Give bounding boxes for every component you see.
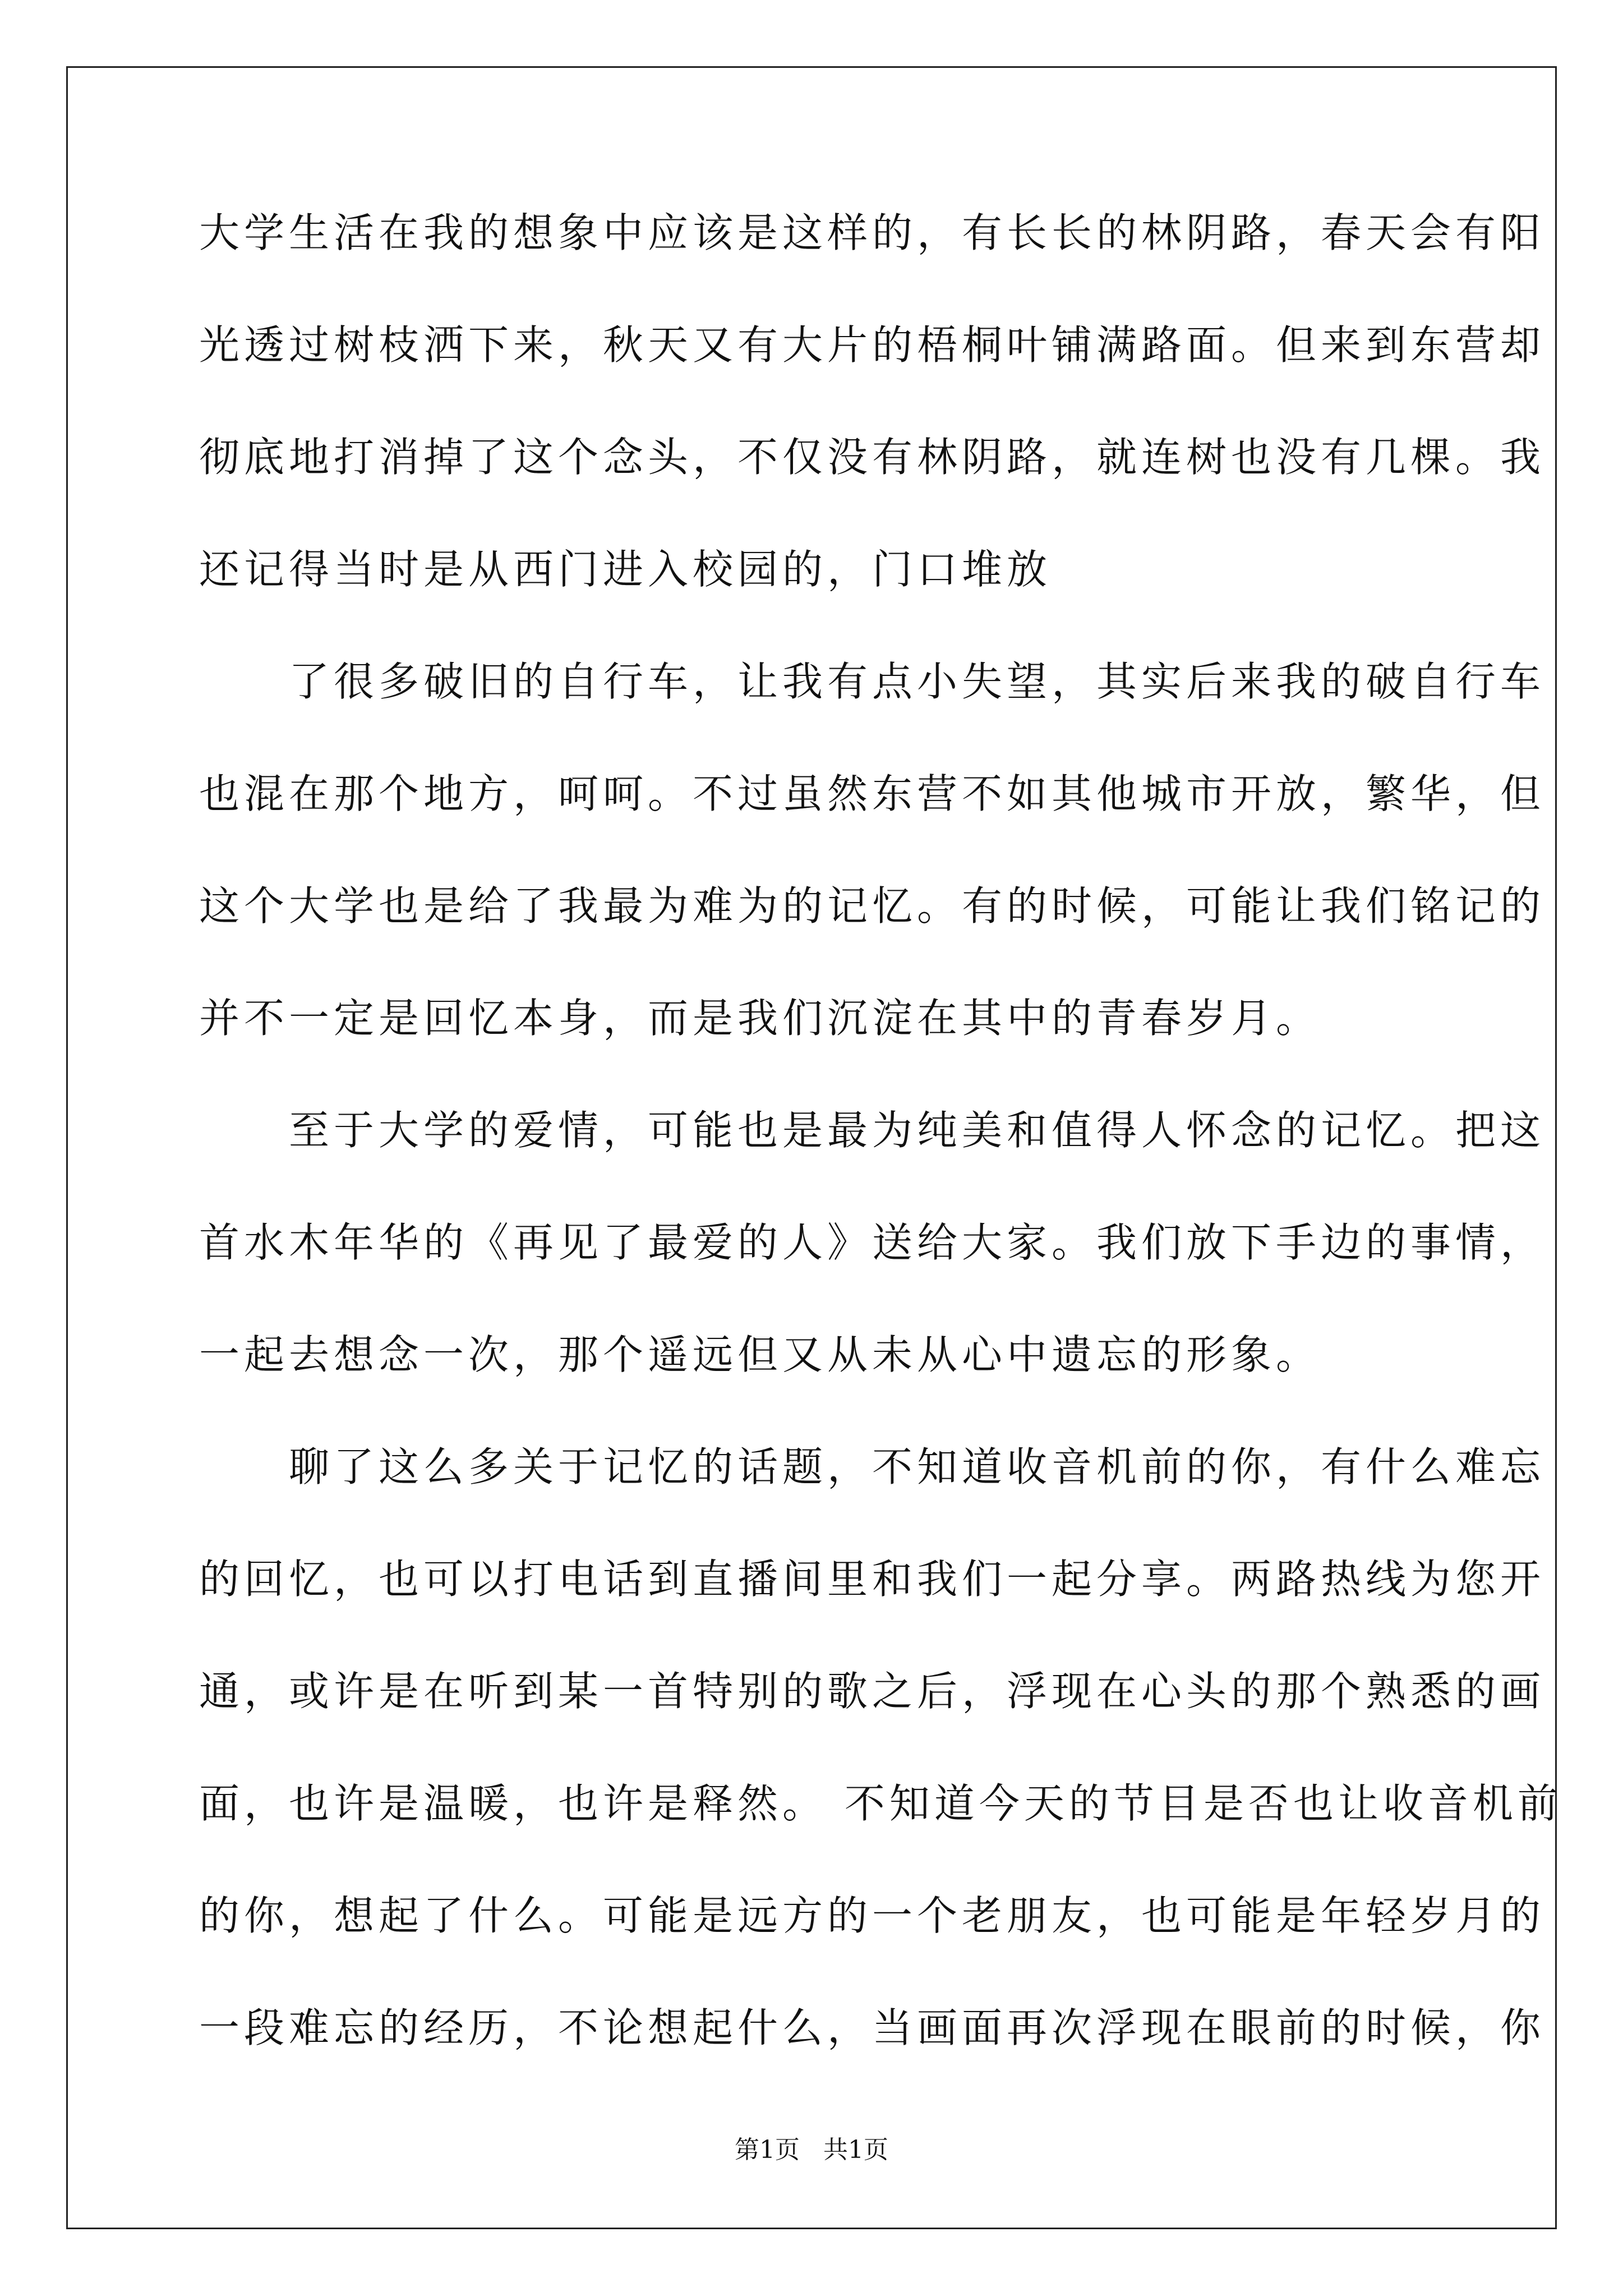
text-line: 至于大学的爱情，可能也是最为纯美和值得人怀念的记忆。把这 bbox=[199, 1107, 1546, 1154]
text-line: 彻底地打消掉了这个念头，不仅没有林阴路，就连树也没有几棵。我 bbox=[199, 434, 1546, 481]
text-line: 这个大学也是给了我最为难为的记忆。有的时候，可能让我们铭记的 bbox=[199, 882, 1546, 930]
text-line: 也混在那个地方，呵呵。不过虽然东营不如其他城市开放，繁华，但 bbox=[199, 770, 1546, 817]
text-line: 还记得当时是从西门进入校园的，门口堆放 bbox=[199, 546, 1052, 593]
text-line: 的回忆，也可以打电话到直播间里和我们一起分享。两路热线为您开 bbox=[199, 1556, 1546, 1603]
text-line: 通，或许是在听到某一首特别的歌之后，浮现在心头的那个熟悉的画 bbox=[199, 1668, 1546, 1715]
text-line: 大学生活在我的想象中应该是这样的，有长长的林阴路，春天会有阳 bbox=[199, 209, 1546, 256]
text-line: 了很多破旧的自行车，让我有点小失望，其实后来我的破自行车 bbox=[199, 658, 1546, 705]
page-number-footer: 第1页 共1页 bbox=[735, 2136, 888, 2164]
text-line: 首水木年华的《再见了最爱的人》送给大家。我们放下手边的事情， bbox=[199, 1219, 1546, 1266]
text-line: 聊了这么多关于记忆的话题，不知道收音机前的你，有什么难忘 bbox=[199, 1443, 1546, 1490]
text-line: 一段难忘的经历，不论想起什么，当画面再次浮现在眼前的时候，你 bbox=[199, 2004, 1546, 2051]
text-line: 并不一定是回忆本身，而是我们沉淀在其中的青春岁月。 bbox=[199, 995, 1321, 1042]
text-line: 光透过树枝洒下来，秋天又有大片的梧桐叶铺满路面。但来到东营却 bbox=[199, 321, 1546, 369]
text-line: 面，也许是温暖，也许是释然。 不知道今天的节目是否也让收音机前 bbox=[199, 1780, 1562, 1827]
text-line: 的你，想起了什么。可能是远方的一个老朋友，也可能是年轻岁月的 bbox=[199, 1892, 1546, 1939]
text-line: 一起去想念一次，那个遥远但又从未从心中遗忘的形象。 bbox=[199, 1331, 1321, 1378]
